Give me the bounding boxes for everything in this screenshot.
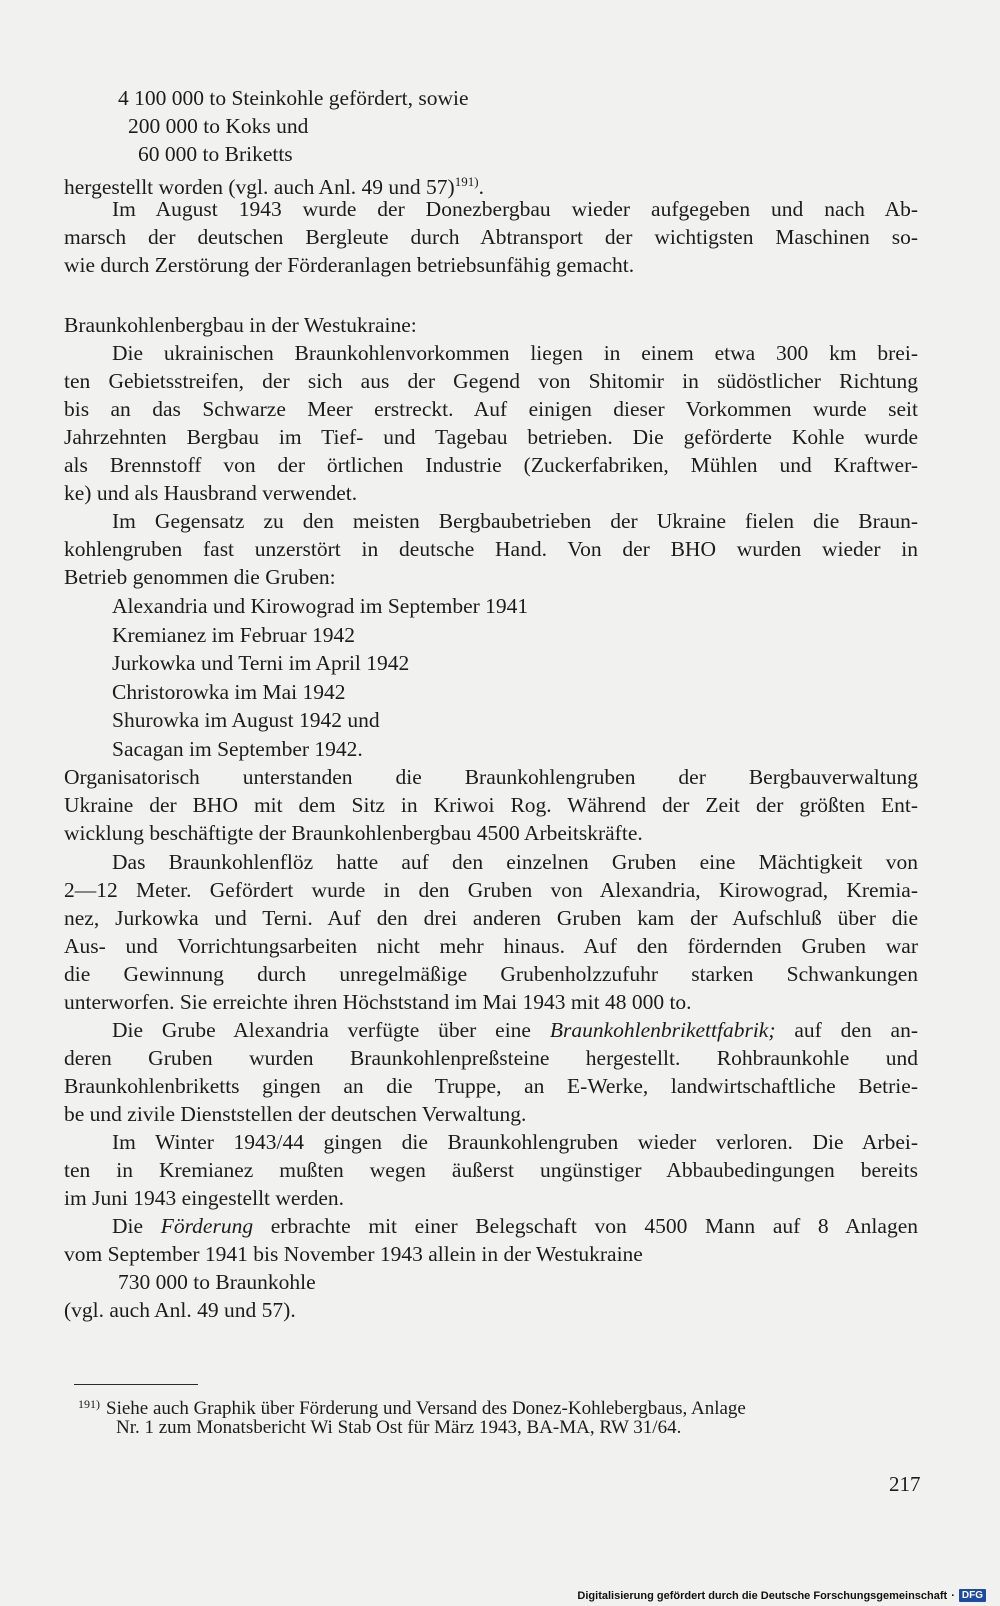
paragraph-line: Aus- und Vorrichtungsarbeiten nicht mehr hinaus. Auf den fördernden Gruben war bbox=[64, 934, 918, 958]
paragraph-line: kohlengruben fast unzerstört in deutsche Hand. Von der BHO wurden wieder in bbox=[64, 537, 918, 561]
page-number: 217 bbox=[889, 1472, 921, 1496]
paragraph-line: be und zivile Dienststellen der deutschen Verwaltung. bbox=[64, 1102, 527, 1126]
paragraph-line: ke) und als Hausbrand verwendet. bbox=[64, 481, 358, 505]
paragraph-line: Die Grube Alexandria verfügte über eine Braunkohlenbrikettfabrik; auf den an- bbox=[112, 1018, 918, 1042]
production-line: 200 000 to Koks und bbox=[128, 114, 309, 138]
paragraph-line: Die Förderung erbrachte mit einer Belegschaft von 4500 Mann auf 8 Anlagen bbox=[112, 1214, 918, 1238]
paragraph-line: nez, Jurkowka und Terni. Auf den drei anderen Gruben kam der Aufschluß über die bbox=[64, 906, 918, 930]
section-heading: Braunkohlenbergbau in der Westukraine: bbox=[64, 313, 417, 337]
paragraph-line: als Brennstoff von der örtlichen Industrie (Zuckerfabriken, Mühlen und Kraftwer- bbox=[64, 453, 918, 477]
paragraph-line: Das Braunkohlenflöz hatte auf den einzelnen Gruben eine Mächtigkeit von bbox=[112, 850, 918, 874]
dfg-logo: DFG bbox=[959, 1589, 986, 1602]
footnote-divider bbox=[74, 1384, 198, 1385]
mine-list-item: Jurkowka und Terni im April 1942 bbox=[112, 651, 410, 675]
paragraph-line: ten Gebietsstreifen, der sich aus der Gegend von Shitomir in südöstlicher Richtung bbox=[64, 369, 918, 393]
paragraph-line: unterworfen. Sie erreichte ihren Höchststand im Mai 1943 mit 48 000 to. bbox=[64, 990, 692, 1014]
paragraph-line: Im Winter 1943/44 gingen die Braunkohlengruben wieder verloren. Die Arbei- bbox=[112, 1130, 918, 1154]
production-closing-line: hergestellt worden (vgl. auch Anl. 49 und 57)$^{191)}$. bbox=[64, 174, 484, 199]
mine-list-item: Alexandria und Kirowograd im September 1941 bbox=[112, 594, 529, 618]
emphasis-text: Braunkohlenbrikettfabrik; bbox=[549, 1018, 776, 1042]
paragraph-line: Betrieb genommen die Gruben: bbox=[64, 565, 336, 589]
paragraph-line: Organisatorisch unterstanden die Braunkohlengruben der Bergbauverwaltung bbox=[64, 765, 918, 789]
footnote-mark: 191) bbox=[78, 1397, 100, 1411]
digitization-credit: Digitalisierung gefördert durch die Deutsche Forschungsgemeinschaft bbox=[577, 1589, 948, 1602]
paragraph-line: im Juni 1943 eingestellt werden. bbox=[64, 1186, 345, 1210]
mine-list-item: Christorowka im Mai 1942 bbox=[112, 680, 346, 704]
emphasis-text: Förderung bbox=[160, 1214, 254, 1238]
digitization-footer: Digitalisierung gefördert durch die Deutsche Forschungsgemeinschaft · DFG bbox=[577, 1589, 986, 1602]
paragraph-line: Im Gegensatz zu den meisten Bergbaubetrieben der Ukraine fielen die Braun- bbox=[112, 509, 918, 533]
footnote-line: $^{191)}$ Siehe auch Graphik über Förderung und Versand des Donez-Kohlebergbaus, Anlage bbox=[78, 1397, 746, 1419]
paragraph-line: Jahrzehnten Bergbau im Tief- und Tagebau betrieben. Die geförderte Kohle wurde bbox=[64, 425, 918, 449]
paragraph-line: wicklung beschäftigte der Braunkohlenbergbau 4500 Arbeitskräfte. bbox=[64, 821, 643, 845]
footnote-reference[interactable]: 191) bbox=[454, 174, 479, 189]
paragraph-line: vom September 1941 bis November 1943 allein in der Westukraine bbox=[64, 1242, 643, 1266]
mine-list-item: Sacagan im September 1942. bbox=[112, 737, 363, 761]
footnote-line: Nr. 1 zum Monatsbericht Wi Stab Ost für März 1943, BA-MA, RW 31/64. bbox=[116, 1417, 682, 1438]
production-line: 4 100 000 to Steinkohle gefördert, sowie bbox=[118, 86, 469, 110]
paragraph-line: Die ukrainischen Braunkohlenvorkommen liegen in einem etwa 300 km brei- bbox=[112, 341, 918, 365]
paragraph-line: Braunkohlenbriketts gingen an die Truppe, an E-Werke, landwirtschaftliche Betrie- bbox=[64, 1074, 918, 1098]
production-line: 60 000 to Briketts bbox=[138, 142, 293, 166]
paragraph-line: 2—12 Meter. Gefördert wurde in den Gruben von Alexandria, Kirowograd, Kremia- bbox=[64, 878, 918, 902]
paragraph-line: Im August 1943 wurde der Donezbergbau wieder aufgegeben und nach Ab- bbox=[112, 197, 918, 221]
paragraph-line: wie durch Zerstörung der Förderanlagen betriebsunfähig gemacht. bbox=[64, 253, 635, 277]
mine-list-item: Shurowka im August 1942 und bbox=[112, 708, 380, 732]
mine-list-item: Kremianez im Februar 1942 bbox=[112, 623, 355, 647]
paragraph-line: marsch der deutschen Bergleute durch Abtransport der wichtigsten Maschinen so- bbox=[64, 225, 918, 249]
paragraph-line: ten in Kremianez mußten wegen äußerst ungünstiger Abbaubedingungen bereits bbox=[64, 1158, 918, 1182]
paragraph-line: (vgl. auch Anl. 49 und 57). bbox=[64, 1298, 296, 1322]
production-amount: 730 000 to Braunkohle bbox=[118, 1270, 316, 1294]
paragraph-line: deren Gruben wurden Braunkohlenpreßsteine hergestellt. Rohbraunkohle und bbox=[64, 1046, 918, 1070]
paragraph-line: Ukraine der BHO mit dem Sitz in Kriwoi Rog. Während der Zeit der größten Ent- bbox=[64, 793, 918, 817]
paragraph-line: bis an das Schwarze Meer erstreckt. Auf einigen dieser Vorkommen wurde seit bbox=[64, 397, 918, 421]
paragraph-line: die Gewinnung durch unregelmäßige Grubenholzzufuhr starken Schwankungen bbox=[64, 962, 918, 986]
